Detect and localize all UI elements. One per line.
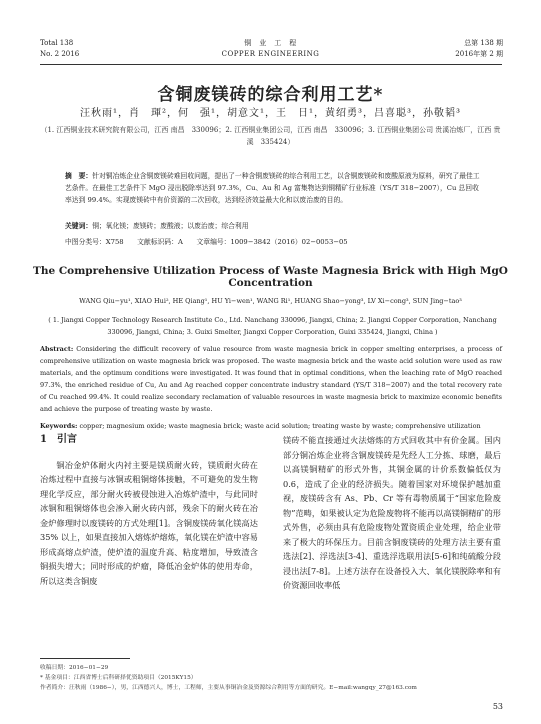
- body-column-right: [283, 433, 501, 593]
- header-issue: No. 2 2016: [40, 50, 80, 58]
- header-rule: [40, 64, 502, 65]
- header-issue-cn: 2016年第 2 期: [455, 50, 503, 58]
- abstract-en-label: Abstract:: [40, 345, 74, 353]
- journal-name-cn: 铜 业 工 程: [244, 39, 297, 47]
- abstract-en-text: Considering the difficult recovery of value resource from waste magnesia brick in copper smelting enterprises, a process of comprehensive utilization on waste magnesia brick was proposed. The waste magnesia brick and the waste acid solution were used as raw materials, and the optimum conditions were investigated. It was found that in optimal conditions, when the leaching rate of MgO reached 97.3%, the enriched residue of Cu, Au and Ag reached copper concentrate industry standard (YS/T 318−2007) and the total recovery rate of Cu reached 99.4%. It could realize secondary reclamation of valuable resources in waste magnesia brick to maximize economic benefits and achieve the purpose of treating waste by waste.: [40, 345, 502, 413]
- abstract-cn-label: 摘 要：: [65, 172, 93, 180]
- abstract-cn: [65, 170, 480, 206]
- abstract-cn-text: 针对铜冶炼企业含铜废镁砖难回收问题，提出了一种含铜废镁砖的综合利用工艺，以含铜废镁砖和废酸原液为原料，研究了最佳工艺条件。在最佳工艺条件下 MgO 浸出脱除率达到 97.3%，Cu、Au 和 Ag 富集物达到铜精矿行业标准（YS/T 318−2007），Cu 总回收率达到 99.4%。实现废镁砖中有价资源的二次回收，达到经济效益最大化和以废治废的目的。: [65, 172, 480, 204]
- authors-cn: 汪秋雨¹，肖 琿²，何 强¹，胡意文¹，王 日¹，黄绍勇³，吕喜聪³，孙敬韬³: [79, 108, 462, 119]
- affiliations-en: ( 1. Jiangxi Copper Technology Research Institute Co., Ltd. Nanchang 330096, Jiangxi, China; 2. Jiangxi Copper Corporation, Nanchang 330096, Jiangxi, China; 3. Guixi Smelter, Jiangxi Copper Corporation, Guixi 335424, Jiangxi, China ): [48, 316, 497, 336]
- running-header: [0, 30, 541, 64]
- title-en: The Comprehensive Utilization Process of Waste Magnesia Brick with High MgO Concentration: [33, 265, 508, 289]
- keywords-cn: [65, 220, 480, 230]
- authors-en: WANG Qiu−yu¹, XIAO Hui², HE Qiang¹, HU Yi−wen¹, WANG Ri¹, HUANG Shao−yong³, LV Xi−cong³, SUN Jing−tao³: [79, 297, 462, 305]
- section-heading: 1 引言: [40, 434, 77, 445]
- footnote-received: 收稿日期：2016−01−29: [40, 665, 109, 671]
- body-paragraph: 铜冶金炉体耐火内衬主要是镁质耐火砖，镁质耐火砖在冶炼过程中直接与冰铜或粗铜熔体接触，不可避免的发生物理化学反应，部分耐火砖被侵蚀进入冶炼炉渣中，与此同时冰铜和粗铜熔体也会渗入耐火砖内部，残余下的耐火砖在冶金炉修理时以废镁砖的方式处理[1]。含铜废镁砖氧化镁高达 35% 以上，如果直接加入熔炼炉熔炼，氧化镁在炉渣中容易形成高熔点炉渣，使炉渣的温度升高、粘度增加，导致渣含铜损失增大；同时形成的炉瘤，降低冶金炉体的使用寿命，所以这类含铜废: [40, 459, 258, 586]
- keywords-en-text: copper; magnesium oxide; waste magnesia brick; waste acid solution; treating waste by waste; comprehensive utilization: [77, 422, 481, 430]
- classification-cn: 中图分类号：X758 文献标识码：A 文章编号：1009−3842（2016）02−0053−05: [65, 238, 348, 246]
- footnote-rule: [40, 658, 130, 659]
- keywords-cn-text: 铜；氧化镁；废镁砖；废酸液；以废治废；综合利用: [92, 222, 249, 230]
- affiliations-cn: （1. 江西铜业技术研究院有限公司，江西 南昌 330096；2. 江西铜业集团公司，江西 南昌 330096；3. 江西铜业集团公司 贵溪冶炼厂，江西 贵溪 335424）: [40, 126, 501, 146]
- footnotes: [40, 663, 502, 693]
- keywords-en: [40, 420, 502, 432]
- keywords-en-label: Keywords:: [40, 422, 78, 430]
- body-column-left: [40, 433, 258, 588]
- footnote-fund: * 基金项目：江西省博士后科研择优资助项目（2015KY15）: [40, 675, 197, 681]
- footnote-author: 作者简介：汪秋雨（1986−），男，江西德兴人，博士，工程师，主要从事铜冶金及资源综合利用等方面的研究。E−mail:wangqy_27@163.com: [40, 685, 417, 691]
- keywords-cn-label: 关键词：: [65, 222, 93, 230]
- header-right: [455, 38, 503, 60]
- page-number: 53: [492, 702, 503, 711]
- body-paragraph-continued: 镁砖不能直接通过火法熔炼的方式回收其中有价金属。国内部分铜冶炼企业将含铜废镁砖是先经人工分拣、球磨，最后以高镁铜精矿的形式外售，其铜金属的计价系数偏低仅为 0.6，造成了企业的经济损失。随着国家对环境保护越加重视，废镁砖含有 As、Pb、Cr 等有毒物质属于“国家危险废物”范畴，如果被认定为危险废物将不能再以高镁铜精矿的形式外售，必须由具有危险废物处置资质企业处理，给企业带来了极大的环保压力。目前含铜废镁砖的处理方法主要有重选法[2]、浮选法[3-4]、重选浮选联用法[5-6]和纯硫酸分段浸出法[7-8]。上述方法存在设备投入大、氧化镁脱除率和有价资源回收率低: [283, 435, 501, 590]
- abstract-en: [40, 343, 502, 415]
- title-cn: 含铜废镁砖的综合利用工艺*: [157, 85, 384, 105]
- header-total-cn: 总第 138 期: [464, 39, 503, 47]
- journal-name-en: COPPER ENGINEERING: [221, 50, 320, 58]
- header-total: Total 138: [40, 39, 74, 47]
